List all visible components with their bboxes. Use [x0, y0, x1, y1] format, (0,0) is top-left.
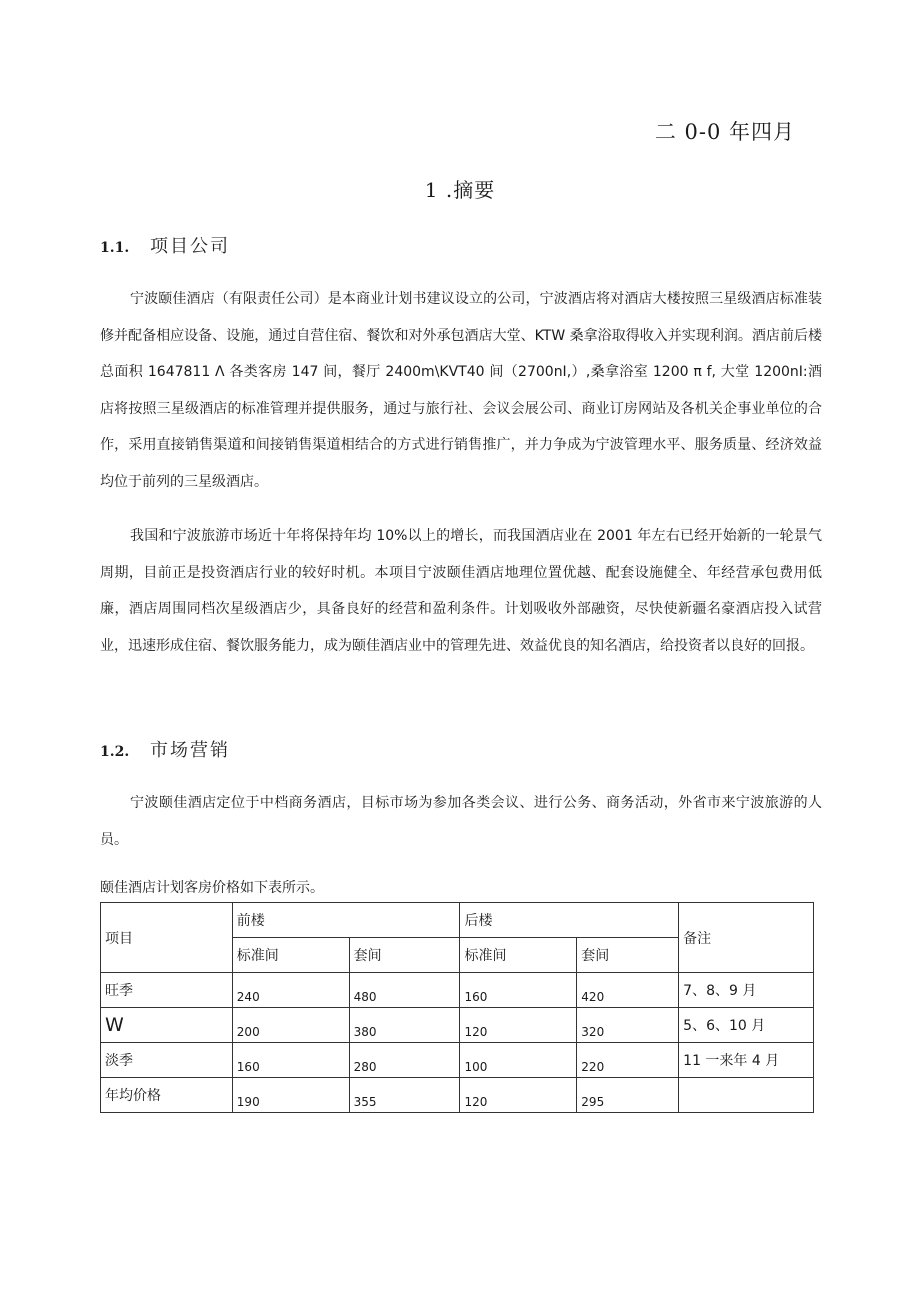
chapter-title: 1 .摘要 — [424, 178, 496, 202]
paragraph-market-outlook: 我国和宁波旅游市场近十年将保持年均 10%以上的增长，而我国酒店业在 2001 年左右已经开始新的一轮景气周期，目前正是投资酒店行业的较好时机。本项目宁波颐佳酒店地理位置优越、配套设施健全、年经营承包费用低廉，酒店周围同档次星级酒店少，具备良好的经营和盈利条件。计划吸收外部融资，尽快使新疆名豪酒店投入试营业，迅速形成住宿、餐饮服务能力，成为颐佳酒店业中的管理先进、效益优良的知名酒店，给投资者以良好的回报。 — [100, 528, 822, 654]
back-standard-price: 160 — [460, 973, 577, 1008]
header-front-suite: 套间 — [349, 938, 460, 973]
header-back-building: 后楼 — [460, 903, 679, 938]
row-note: 11 一来年 4 月 — [679, 1043, 814, 1078]
table-row — [101, 973, 814, 1008]
table-caption: 颐佳酒店计划客房价格如下表所示。 — [100, 880, 324, 896]
header-back-suite: 套间 — [577, 938, 679, 973]
section-heading-1-2 — [100, 736, 230, 762]
row-note: 5、6、10 月 — [679, 1008, 814, 1043]
section-heading-1-1 — [100, 232, 230, 258]
row-note: 7、8、9 月 — [679, 973, 814, 1008]
section-number: 1.2. — [100, 744, 130, 760]
front-standard-price: 240 — [232, 973, 349, 1008]
section-title: 项目公司 — [150, 236, 230, 257]
header-back-standard: 标准间 — [460, 938, 577, 973]
back-suite-price: 420 — [577, 973, 679, 1008]
paragraph-company-intro: 宁波颐佳酒店（有限责任公司）是本商业计划书建议设立的公司，宁波酒店将对酒店大楼按照三星级酒店标准装修并配备相应设备、设施，通过自营住宿、餐饮和对外承包酒店大堂、KTW 桑拿浴取得收入并实现利润。酒店前后楼总面积 1647811 Λ 各类客房 147 间，餐厅 2400m\KVT40 间（2700nI,）,桑拿浴室 1200 π f, 大堂 1200nI:酒店将按照三星级酒店的标准管理并提供服务，通过与旅行社、会议会展公司、商业订房网站及各机关企事业单位的合作，采用直接销售渠道和间接销售渠道相结合的方式进行销售推广，并力争成为宁波管理水平、服务质量、经济效益均位于前列的三星级酒店。 — [100, 291, 822, 490]
back-standard-price: 120 — [460, 1078, 577, 1113]
document-date: 二 0-0 年四月 — [654, 120, 795, 144]
front-standard-price: 200 — [232, 1008, 349, 1043]
section-number: 1.1. — [100, 240, 130, 256]
back-standard-price: 100 — [460, 1043, 577, 1078]
row-label: W — [101, 1008, 233, 1043]
row-label: 淡季 — [101, 1043, 233, 1078]
row-note — [679, 1078, 814, 1113]
front-suite-price: 355 — [349, 1078, 460, 1113]
table-header-row — [101, 903, 814, 938]
front-suite-price: 280 — [349, 1043, 460, 1078]
header-item: 项目 — [101, 903, 233, 973]
table-row — [101, 1008, 814, 1043]
table-row — [101, 1078, 814, 1113]
front-suite-price: 380 — [349, 1008, 460, 1043]
front-suite-price: 480 — [349, 973, 460, 1008]
back-standard-price: 120 — [460, 1008, 577, 1043]
back-suite-price: 320 — [577, 1008, 679, 1043]
front-standard-price: 190 — [232, 1078, 349, 1113]
back-suite-price: 295 — [577, 1078, 679, 1113]
header-note: 备注 — [679, 903, 814, 973]
paragraph-positioning: 宁波颐佳酒店定位于中档商务酒店，目标市场为参加各类会议、进行公务、商务活动，外省市来宁波旅游的人员。 — [100, 795, 822, 848]
row-label: 年均价格 — [101, 1078, 233, 1113]
table-row — [101, 1043, 814, 1078]
back-suite-price: 220 — [577, 1043, 679, 1078]
front-standard-price: 160 — [232, 1043, 349, 1078]
header-front-standard: 标准间 — [232, 938, 349, 973]
row-label: 旺季 — [101, 973, 233, 1008]
room-price-table — [100, 902, 814, 1113]
header-front-building: 前楼 — [232, 903, 460, 938]
section-title: 市场营销 — [150, 740, 230, 761]
